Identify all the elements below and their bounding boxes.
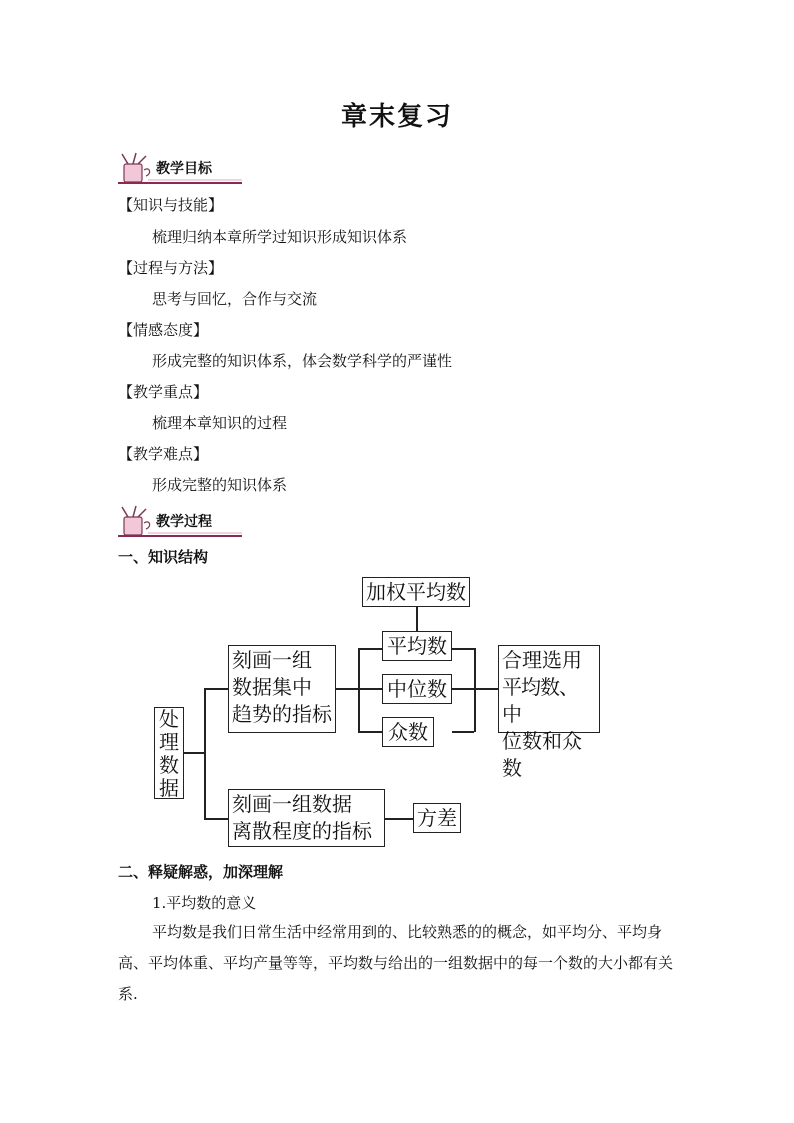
connector-line — [358, 731, 382, 733]
median-box — [382, 674, 452, 704]
objective-text: 形成完整的知识体系，体会数学科学的严谨性 — [152, 352, 453, 370]
connector-line — [204, 688, 228, 690]
objective-heading: 【情感态度】 — [118, 321, 209, 339]
subsection-heading: 1.平均数的意义 — [152, 894, 257, 912]
selection-box — [498, 645, 600, 780]
banner-label: 教学目标 — [156, 161, 212, 177]
box-line: 刻画一组 — [232, 648, 312, 672]
objective-text: 思考与回忆，合作与交流 — [152, 290, 318, 308]
objective-heading: 【教学重点】 — [118, 383, 209, 401]
connector-line — [358, 688, 382, 690]
box-line: 刻画一组数据 — [232, 792, 352, 816]
box-line: 趋势的指标 — [232, 702, 332, 726]
section-heading: 一、知识结构 — [118, 548, 209, 566]
mode-box — [382, 717, 434, 747]
mean-box — [382, 631, 452, 661]
box-line: 位数和众数 — [502, 729, 582, 780]
variance-box — [413, 803, 461, 833]
connector-line — [204, 688, 206, 819]
connector-line — [204, 818, 228, 820]
box-label: 众数 — [388, 720, 428, 744]
dispersion-box — [228, 789, 385, 847]
connector-line — [358, 648, 382, 650]
root-char: 理 — [159, 730, 179, 754]
objective-text: 梳理本章知识的过程 — [152, 414, 288, 432]
box-line: 合理选用 — [502, 648, 582, 672]
connector-line — [385, 818, 413, 820]
root-char: 处 — [159, 707, 179, 731]
objective-heading: 【教学难点】 — [118, 445, 209, 463]
connector-line — [336, 688, 358, 690]
connector-line — [474, 688, 498, 690]
body-paragraph: 平均数是我们日常生活中经常用到的、比较熟悉的的概念，如平均分、平均身高、平均体重、平均产量等等，平均数与给出的一组数据中的每一个数的大小都有关系. — [118, 923, 674, 1003]
box-label: 中位数 — [387, 677, 447, 701]
box-label: 加权平均数 — [366, 580, 466, 604]
objective-heading: 【知识与技能】 — [118, 196, 224, 214]
root-char: 据 — [159, 776, 179, 800]
objective-text: 形成完整的知识体系 — [152, 476, 288, 494]
connector-line — [452, 688, 474, 690]
box-line: 离散程度的指标 — [232, 819, 372, 843]
connector-line — [184, 752, 204, 754]
connector-line — [474, 648, 476, 732]
section-banner-process — [118, 505, 244, 539]
connector-line — [452, 648, 474, 650]
box-label: 平均数 — [387, 634, 447, 658]
box-line: 数据集中 — [232, 675, 312, 699]
objective-text: 梳理归纳本章所学过知识形成知识体系 — [152, 228, 408, 246]
weighted-mean-box — [362, 577, 470, 607]
page-title: 章末复习 — [340, 102, 453, 132]
objective-heading: 【过程与方法】 — [118, 259, 224, 277]
root-box — [154, 707, 184, 799]
central-tendency-box — [228, 645, 336, 733]
connector-line — [358, 648, 360, 732]
box-line: 平均数、中 — [502, 675, 578, 726]
root-char: 数 — [159, 753, 179, 777]
box-label: 方差 — [417, 806, 457, 830]
connector-line — [416, 605, 418, 631]
connector-line — [452, 731, 474, 733]
section-banner-objectives — [118, 152, 244, 186]
section-heading: 二、释疑解惑，加深理解 — [118, 863, 284, 881]
banner-label: 教学过程 — [156, 514, 212, 530]
